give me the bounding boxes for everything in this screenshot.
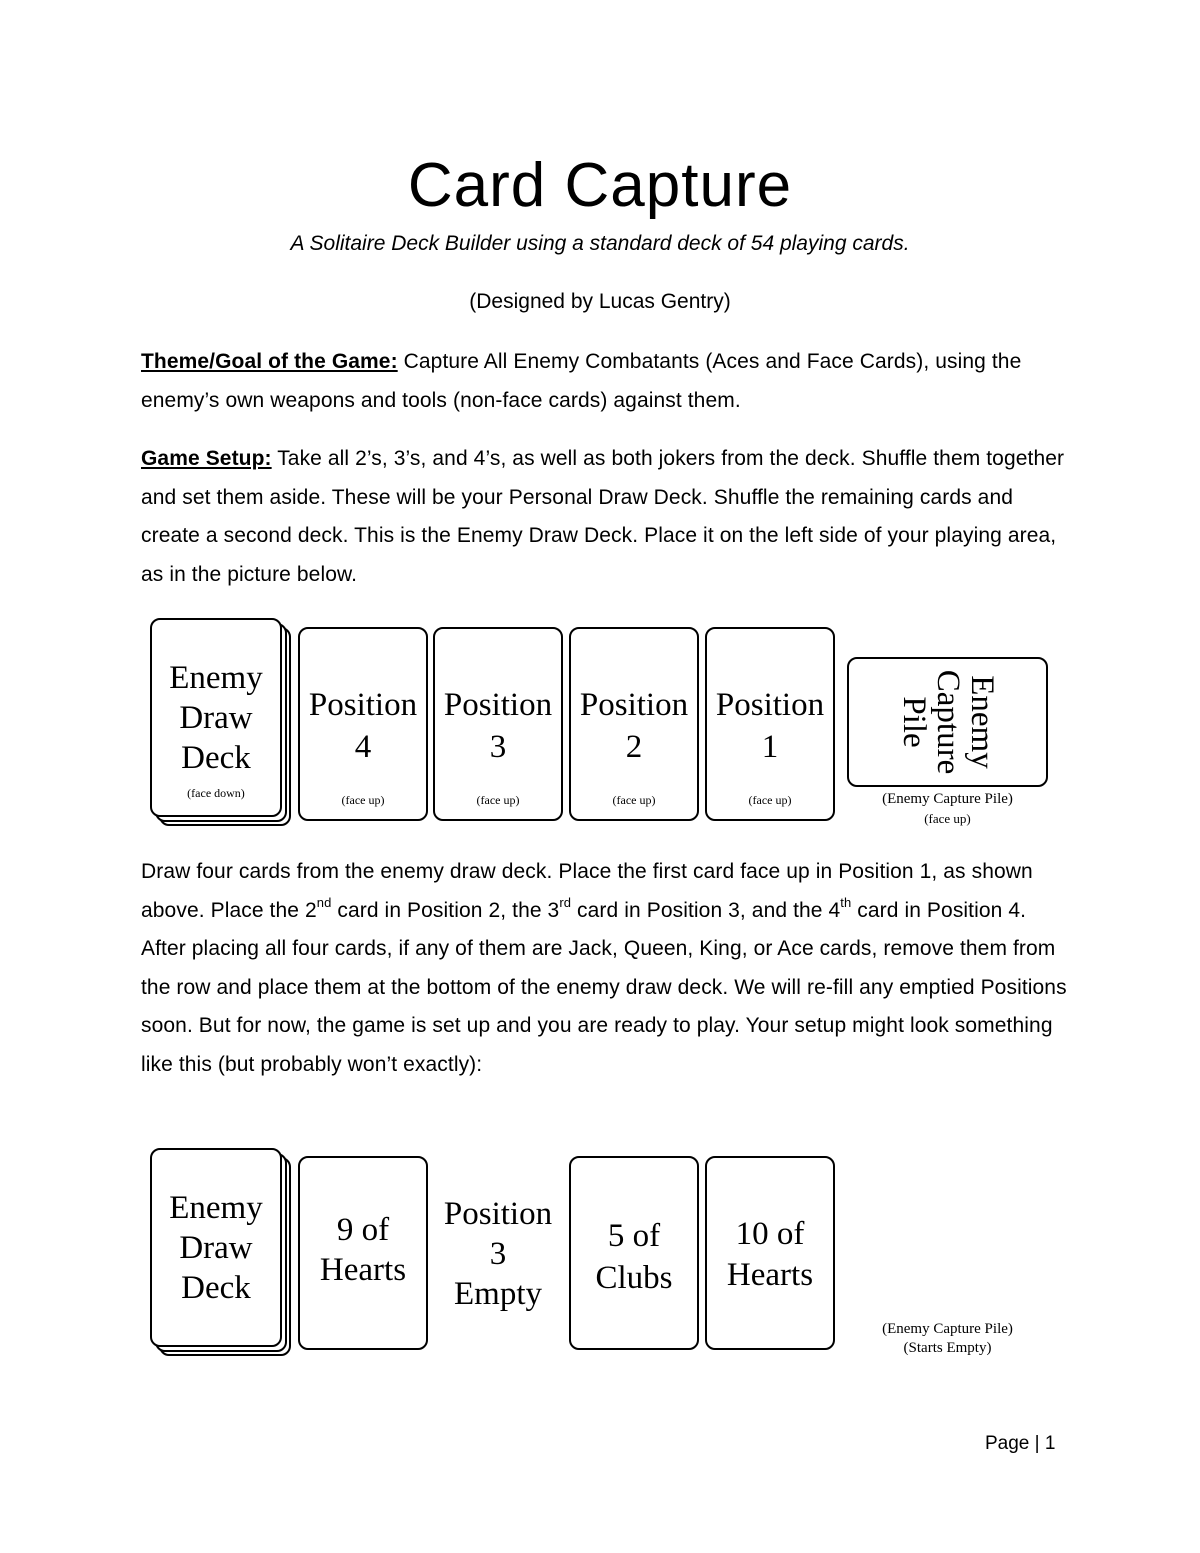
enemy-capture-pile-card [847, 657, 1048, 787]
page-title: Card Capture [407, 151, 793, 220]
position-2-card [569, 627, 699, 821]
card-line: Empty [454, 1276, 542, 1312]
card-line: Enemy [169, 660, 263, 696]
card-note: (face down) [187, 786, 245, 800]
setup-label: Game Setup: [141, 447, 272, 470]
caption-line: (Enemy Capture Pile) [882, 791, 1013, 807]
caption-line: (Enemy Capture Pile) [882, 1321, 1013, 1337]
card-line: Position [308, 687, 418, 723]
card-note: (face up) [748, 793, 792, 807]
draw-paragraph [141, 853, 1071, 1084]
card-line: Draw [179, 1230, 253, 1266]
card-line: 1 [761, 729, 779, 765]
card-line: Position [579, 687, 689, 723]
draw-text: card in Position 2, the 3 [331, 898, 560, 922]
caption-line: (Starts Empty) [903, 1340, 992, 1356]
empty-position-3 [433, 1156, 563, 1350]
card-line: Position [443, 687, 553, 723]
position-3-card [433, 627, 563, 821]
card-line: Capture [929, 669, 966, 775]
card-line: 3 [489, 1236, 507, 1272]
card-line: Draw [179, 700, 253, 736]
theme-text: Capture All Enemy Combatants (Aces and Face Cards), using the enemy’s own weapons and tools (non-face cards) against them. [141, 350, 1022, 412]
page-number: Page | 1 [985, 1433, 1056, 1454]
setup-text: Take all 2’s, 3’s, and 4’s, as well as both jokers from the deck. Shuffle them together and set them aside. These will be your Personal Draw Deck. Shuffle the remaining cards and create a second deck. This is the Enemy Draw Deck. Place it on the left side of your playing area, as in the picture below. [141, 447, 1065, 586]
ten-of-hearts-card [705, 1156, 835, 1350]
theme-label: Theme/Goal of the Game: [141, 350, 398, 373]
card-line: Deck [181, 1270, 251, 1306]
card-line: 3 [489, 729, 507, 765]
card-line: Position [715, 687, 825, 723]
draw-text: card in Position 4. After placing all four cards, if any of them are Jack, Queen, King, or Ace cards, remove them from the row and place them at the bottom of the enemy draw deck. We will re-fill any emptied Positions soon. But for now, the game is set up and you are ready to play. Your setup might look something like this (but probably won’t exactly): [141, 898, 1067, 1076]
card-line: 10 of [735, 1216, 805, 1252]
card-line: 2 [625, 729, 643, 765]
card-line: Pile [895, 696, 932, 748]
five-of-clubs-card [569, 1156, 699, 1350]
card-line: Enemy [169, 1190, 263, 1226]
card-line: 9 of [336, 1212, 390, 1248]
capture-pile-caption [847, 1320, 1048, 1358]
card-line: 4 [354, 729, 372, 765]
position-1-card [705, 627, 835, 821]
superscript: rd [559, 894, 572, 910]
card-note: (face up) [341, 793, 385, 807]
enemy-draw-deck-card [150, 618, 282, 817]
superscript: th [840, 894, 852, 910]
draw-text: card in Position 3, and the 4 [571, 898, 841, 922]
card-line: 5 of [607, 1218, 661, 1254]
card-note: (face up) [612, 793, 656, 807]
draw-text: Draw four cards from the enemy draw deck. Place the first card face up in Position 1, as shown above. Place the 2 [141, 860, 1033, 922]
card-line: Enemy [963, 675, 1000, 769]
caption-line: (face up) [924, 811, 971, 826]
card-line: Clubs [595, 1260, 673, 1296]
setup-paragraph [141, 440, 1071, 594]
card-line: Hearts [726, 1257, 814, 1293]
card-line: Position [443, 1196, 553, 1232]
capture-pile-caption [847, 790, 1048, 828]
capture-pile-label [897, 642, 999, 802]
subtitle: A Solitaire Deck Builder using a standard deck of 54 playing cards. [290, 232, 910, 255]
card-note: (face up) [476, 793, 520, 807]
position-4-card [298, 627, 428, 821]
nine-of-hearts-card [298, 1156, 428, 1350]
enemy-draw-deck-card [150, 1148, 282, 1347]
card-line: Deck [181, 740, 251, 776]
superscript: nd [316, 894, 332, 910]
theme-paragraph [141, 343, 1071, 420]
card-line: Hearts [319, 1252, 407, 1288]
byline: (Designed by Lucas Gentry) [469, 290, 731, 313]
